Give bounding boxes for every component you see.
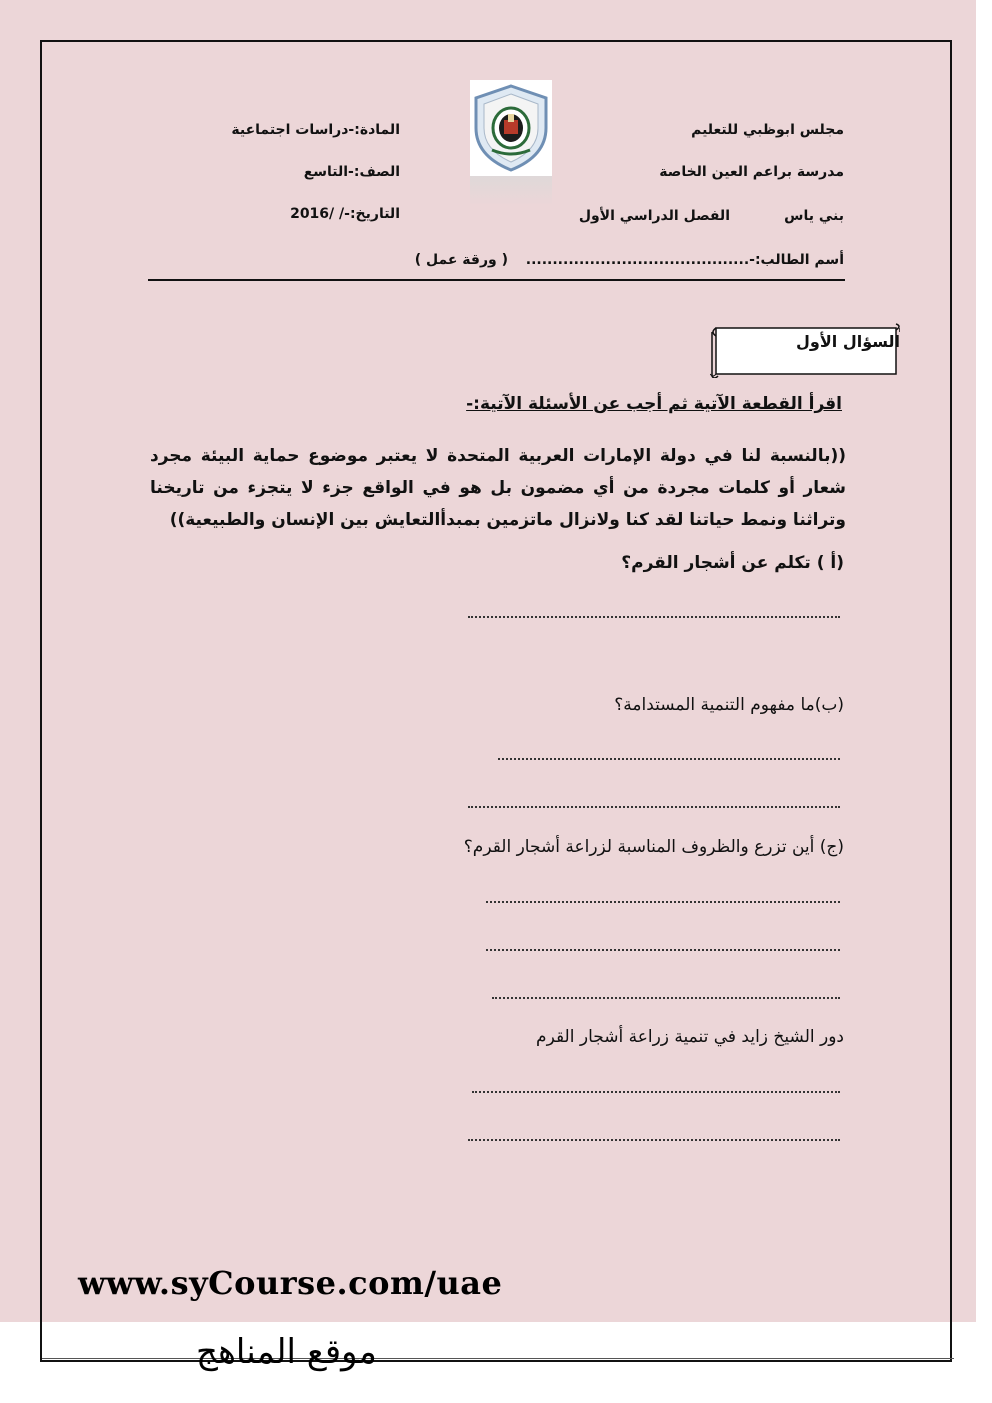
question-one-title: السؤال الأول	[796, 332, 900, 351]
answer-line[interactable]	[468, 608, 840, 618]
school-name: مدرسة براعم العين الخاصة	[659, 164, 844, 180]
question-a: (أ ) تكلم عن أشجار القرم؟	[621, 553, 844, 573]
reading-instruction: اقرأ القطعة الآتية ثم أجب عن الأسئلة الآتية:-	[466, 394, 842, 414]
page-border-shadow	[42, 1358, 954, 1363]
student-name-field: أسم الطالب:-..........................................	[525, 252, 844, 268]
date-label: التاريخ:-/ /2016	[290, 206, 400, 222]
answer-line[interactable]	[486, 941, 840, 951]
answer-line[interactable]	[486, 893, 840, 903]
worksheet-label: ( ورقة عمل )	[414, 252, 508, 268]
council-name: مجلس ابوظبي للتعليم	[691, 122, 844, 138]
city-name: بني ياس	[784, 208, 844, 224]
question-b: (ب)ما مفهوم التنمية المستدامة؟	[614, 695, 844, 715]
watermark-url: www.syCourse.com/uae	[78, 1264, 503, 1302]
header-divider	[148, 279, 845, 281]
semester-label: الفصل الدراسي الأول	[578, 208, 730, 224]
watermark-arabic: موقع المناهج	[196, 1332, 377, 1372]
subject-label: المادة:-دراسات اجتماعية	[231, 122, 400, 138]
answer-line[interactable]	[472, 1083, 840, 1093]
answer-line[interactable]	[492, 989, 840, 999]
answer-line[interactable]	[468, 798, 840, 808]
question-d: دور الشيخ زايد في تنمية زراعة أشجار القرم	[536, 1027, 844, 1047]
answer-line[interactable]	[498, 750, 840, 760]
school-logo-shield-icon	[470, 80, 552, 176]
grade-label: الصف:-التاسع	[303, 164, 400, 180]
question-c: (ج) أين تزرع والظروف المناسبة لزراعة أشجار القرم؟	[463, 837, 844, 857]
answer-line[interactable]	[468, 1131, 840, 1141]
logo-reflection	[470, 176, 552, 206]
reading-passage: ((بالنسبة لنا في دولة الإمارات العربية المتحدة لا يعتبر موضوع حماية البيئة مجرد شعار أو كلمات مجردة من أي مضمون بل هو في الواقع جزء لا يتجزء من تاريخنا وتراثنا ونمط حياتنا لقد كنا ولانزال ماتزمين بمبدأالتعايش بين الإنسان والطبيعية))	[150, 446, 846, 530]
